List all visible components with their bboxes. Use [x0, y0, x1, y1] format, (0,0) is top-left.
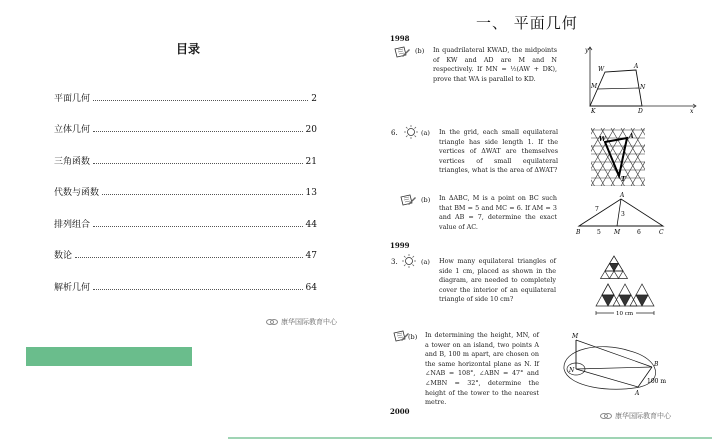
watermark	[600, 411, 671, 421]
question-text: In the grid, each small equilateral triangle has side length 1. If the vertices of ΔWAT are themselves vertices of small equilateral triangles, what is the area of ΔWAT?	[439, 128, 558, 175]
toc-leader-dots	[93, 100, 308, 101]
lightbulb-icon	[400, 253, 418, 269]
side-label: 6	[637, 229, 641, 236]
figure-triangle-grid	[591, 128, 645, 186]
toc-item[interactable]	[54, 90, 317, 104]
side-label: 7	[595, 206, 599, 213]
point-label: D	[638, 108, 643, 115]
point-label: N	[569, 367, 575, 374]
figure-triangle-abc	[573, 192, 668, 236]
point-label: A	[634, 63, 639, 70]
figure-quadrilateral	[572, 44, 700, 116]
question-number: 3.	[391, 258, 398, 266]
dimension-label: 100 m	[647, 378, 667, 385]
point-label: A	[629, 133, 634, 140]
point-label: B	[576, 229, 581, 236]
question-text: In quadrilateral KWAD, the midpoints of KW and AD are M and N respectively. If MN = ½(AW + DK), prove that WA is parallel to KD.	[433, 46, 557, 83]
question-text: In determining the height, MN, of a tower on an island, two points A and B, 100 m apart, are chosen on the same horizontal plane as N. If ∠NAB = 108°, ∠ABN = 47° and ∠MBN = 32°, determine the height of the tower to the nearest metre.	[425, 331, 539, 407]
toc-leader-dots	[75, 257, 303, 258]
toc-item-label: 数论	[54, 251, 73, 261]
year-heading: 1999	[390, 241, 410, 250]
toc-leader-dots	[93, 289, 303, 290]
watermark	[266, 317, 337, 327]
year-heading: 1998	[390, 34, 410, 43]
toc-leader-dots	[93, 131, 303, 132]
toc-item-label: 平面几何	[54, 94, 91, 104]
watermark-logo-icon	[600, 412, 612, 420]
year-heading: 2000	[390, 407, 410, 416]
toc-leader-dots	[93, 163, 303, 164]
toc-item-label: 三角函数	[54, 157, 91, 167]
question-text: In ΔABC, M is a point on BC such that BM = 5 and MC = 6. If AM = 3 and AB = 7, determine the exact value of AC.	[439, 194, 557, 231]
point-label: A	[635, 390, 640, 397]
lightbulb-icon	[402, 124, 420, 140]
point-label: M	[591, 83, 598, 90]
toc-item[interactable]	[54, 153, 317, 167]
question-part: (b)	[415, 47, 425, 55]
toc-item-page: 20	[305, 125, 317, 135]
question-part: (a)	[421, 129, 430, 137]
toc-item-page: 21	[305, 157, 317, 167]
side-label: 3	[621, 211, 625, 218]
point-label: W	[598, 66, 605, 73]
watermark-text: 康华国际教育中心	[615, 412, 671, 420]
toc-item-label: 排列组合	[54, 220, 91, 230]
side-label: 5	[597, 229, 601, 236]
point-label: W	[599, 136, 606, 143]
figure-tower-island	[560, 331, 672, 397]
point-label: N	[640, 84, 646, 91]
axis-y-label: y	[585, 47, 589, 54]
toc-item-page: 47	[305, 251, 317, 261]
toc-item[interactable]	[54, 279, 317, 293]
pencil-paper-icon	[393, 44, 411, 60]
toc-item-page: 64	[305, 283, 317, 293]
toc-item[interactable]	[54, 184, 317, 198]
question-part: (b)	[408, 333, 418, 341]
toc-item-label: 解析几何	[54, 283, 91, 293]
toc-item[interactable]	[54, 247, 317, 261]
point-label: A	[620, 192, 625, 199]
point-label: M	[572, 333, 579, 340]
toc-item[interactable]	[54, 121, 317, 135]
toc-leader-dots	[102, 194, 303, 195]
toc-title: 目录	[176, 42, 201, 56]
bottom-rule	[228, 437, 712, 439]
toc-item-page: 13	[305, 188, 317, 198]
toc-leader-dots	[93, 226, 303, 227]
toc-item[interactable]	[54, 216, 317, 230]
point-label: C	[659, 229, 664, 236]
toc-item-page: 2	[311, 94, 317, 104]
toc-item-page: 44	[305, 220, 317, 230]
question-part: (a)	[421, 258, 430, 266]
axis-x-label: x	[690, 108, 694, 115]
page-title: 一、 平面几何	[476, 14, 578, 32]
point-label: B	[654, 361, 659, 368]
question-number: 6.	[391, 129, 398, 137]
figure-triangle-tiling	[594, 254, 656, 320]
toc-item-label: 代数与函数	[54, 188, 100, 198]
point-label: T	[621, 176, 626, 183]
dimension-label: 10 cm	[616, 311, 634, 317]
point-label: M	[614, 229, 621, 236]
point-label: K	[591, 108, 596, 115]
question-part: (b)	[421, 196, 431, 204]
green-banner	[26, 347, 192, 366]
question-text: How many equilateral triangles of side 1 cm, placed as shown in the diagram, are needed to completely cover the interior of an equilateral triangle of side 10 cm?	[439, 257, 556, 304]
watermark-text: 康华国际教育中心	[281, 318, 337, 326]
pencil-paper-icon	[399, 192, 417, 208]
toc-item-label: 立体几何	[54, 125, 91, 135]
watermark-logo-icon	[266, 318, 278, 326]
